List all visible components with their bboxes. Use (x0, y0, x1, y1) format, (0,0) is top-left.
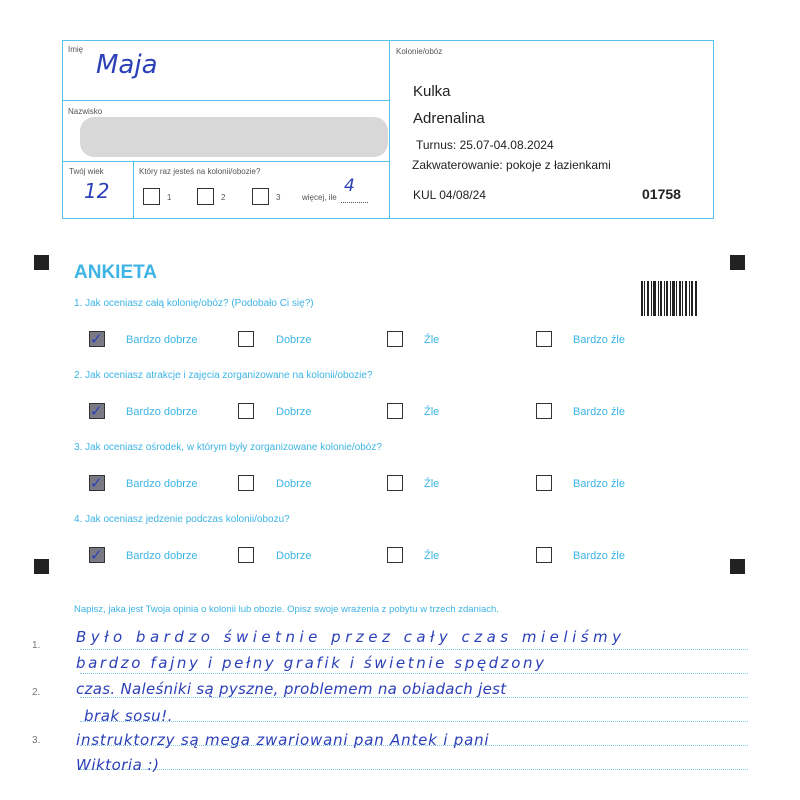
question-3: 3. Jak oceniasz ośrodek, w którym były zorganizowane kolonie/obóz? (74, 442, 382, 453)
q3-checkbox-zle[interactable] (387, 475, 403, 491)
q1-option-label: Bardzo źle (573, 334, 625, 346)
camp-name: Kulka (413, 83, 451, 100)
opinion-line-5[interactable]: instruktorzy są mega zwariowani pan Antek i pani (76, 731, 490, 749)
checkmark-icon: ✓ (90, 330, 103, 348)
q2-option-label: Dobrze (276, 406, 312, 418)
registration-mark (730, 255, 745, 270)
q2-checkbox-zle[interactable] (387, 403, 403, 419)
checkmark-icon: ✓ (90, 546, 103, 564)
q4-option-label: Bardzo źle (573, 550, 625, 562)
q3-option-label: Źle (424, 478, 440, 490)
line-number-1: 1. (32, 640, 41, 651)
checkmark-icon: ✓ (90, 474, 103, 492)
form-number: 01758 (642, 186, 681, 202)
q1-option-label: Źle (424, 334, 440, 346)
surname-label: Nazwisko (68, 107, 103, 116)
more-dotted-line (341, 202, 368, 203)
q2-option-label: Bardzo dobrze (126, 406, 198, 418)
q3-checkbox-bardzo-zle[interactable] (536, 475, 552, 491)
q3-option-label: Bardzo dobrze (126, 478, 198, 490)
times-option-1: 1 (167, 193, 172, 202)
header-divider (389, 40, 390, 219)
q4-checkbox-zle[interactable] (387, 547, 403, 563)
q2-checkbox-bardzo-zle[interactable] (536, 403, 552, 419)
camp-program: Adrenalina (413, 110, 485, 127)
q4-option-label: Bardzo dobrze (126, 550, 198, 562)
q3-checkbox-dobrze[interactable] (238, 475, 254, 491)
times-option-2: 2 (221, 193, 226, 202)
question-1: 1. Jak oceniasz całą kolonię/obóz? (Podobało Ci się?) (74, 298, 314, 309)
times-option-3: 3 (276, 193, 281, 202)
q2-option-label: Bardzo źle (573, 406, 625, 418)
registration-mark (34, 559, 49, 574)
q4-checkbox-bardzo-zle[interactable] (536, 547, 552, 563)
q1-checkbox-dobrze[interactable] (238, 331, 254, 347)
barcode (641, 281, 697, 316)
times-checkbox-3[interactable] (252, 188, 269, 205)
age-value[interactable]: 12 (84, 179, 110, 203)
question-4: 4. Jak oceniasz jedzenie podczas kolonii/obozu? (74, 514, 290, 525)
divider (62, 161, 389, 162)
opinion-line-4[interactable]: brak sosu!. (84, 707, 173, 725)
turnus: Turnus: 25.07-04.08.2024 (416, 138, 554, 152)
q3-option-label: Bardzo źle (573, 478, 625, 490)
q1-option-label: Bardzo dobrze (126, 334, 198, 346)
name-label: Imię (68, 45, 84, 54)
times-checkbox-1[interactable] (143, 188, 160, 205)
registration-mark (730, 559, 745, 574)
q4-option-label: Dobrze (276, 550, 312, 562)
q4-option-label: Źle (424, 550, 440, 562)
times-checkbox-2[interactable] (197, 188, 214, 205)
opinion-line-1[interactable]: Było bardzo świetnie przez cały czas mieliśmy (76, 628, 626, 646)
opinion-line-6[interactable]: Wiktoria :) (76, 756, 160, 774)
age-label: Twój wiek (69, 167, 104, 176)
q3-option-label: Dobrze (276, 478, 312, 490)
divider (62, 100, 389, 101)
registration-mark (34, 255, 49, 270)
opinion-prompt: Napisz, jaka jest Twoja opinia o kolonii lub obozie. Opisz swoje wrażenia z pobytu w trzech zdaniach. (74, 604, 499, 615)
q1-checkbox-bardzo-zle[interactable] (536, 331, 552, 347)
name-value[interactable]: Maja (96, 50, 158, 80)
q1-checkbox-zle[interactable] (387, 331, 403, 347)
line-number-3: 3. (32, 735, 41, 746)
q2-option-label: Źle (424, 406, 440, 418)
divider (133, 161, 134, 219)
q2-checkbox-dobrze[interactable] (238, 403, 254, 419)
q4-checkbox-dobrze[interactable] (238, 547, 254, 563)
answer-line (80, 673, 748, 674)
surname-redacted (80, 117, 388, 157)
camp-label: Kolonie/obóz (396, 47, 443, 56)
accommodation: Zakwaterowanie: pokoje z łazienkami (412, 158, 611, 172)
more-value[interactable]: 4 (344, 176, 355, 196)
camp-code: KUL 04/08/24 (413, 188, 486, 202)
checkmark-icon: ✓ (90, 402, 103, 420)
survey-title: ANKIETA (74, 262, 158, 283)
opinion-line-2[interactable]: bardzo fajny i pełny grafik i świetnie spędzony (76, 654, 547, 672)
q1-option-label: Dobrze (276, 334, 312, 346)
answer-line (80, 649, 748, 650)
answer-line (80, 721, 748, 722)
times-question: Który raz jesteś na kolonii/obozie? (139, 167, 261, 176)
opinion-line-3[interactable]: czas. Naleśniki są pyszne, problemem na obiadach jest (76, 680, 507, 698)
line-number-2: 2. (32, 687, 41, 698)
more-label: więcej, ile (302, 193, 337, 202)
answer-line (80, 769, 748, 770)
question-2: 2. Jak oceniasz atrakcje i zajęcia zorganizowane na kolonii/obozie? (74, 370, 373, 381)
